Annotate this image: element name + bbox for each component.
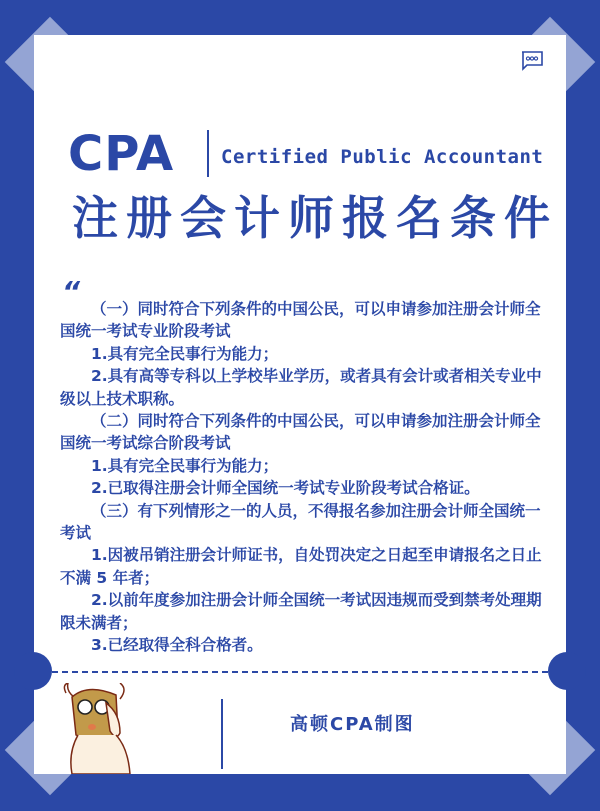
credit-text: 高顿CPA制图 bbox=[290, 714, 415, 735]
page-title: 注册会计师报名条件 bbox=[72, 191, 558, 245]
ticket-notch-right bbox=[548, 652, 586, 690]
paragraph: 1.具有完全民事行为能力； bbox=[91, 456, 279, 475]
requirements-text bbox=[60, 298, 546, 657]
paragraph: （二）同时符合下列条件的中国公民，可以申请参加注册会计师全国统一考试综合阶段考试 bbox=[60, 412, 541, 453]
cpa-logo: CPA bbox=[68, 126, 175, 182]
footer-divider bbox=[221, 699, 223, 769]
paragraph: 2.具有高等专科以上学校毕业学历，或者具有会计或者相关专业中级以上技术职称。 bbox=[60, 367, 542, 408]
bull-mascot-icon bbox=[58, 683, 140, 774]
paragraph: 1.因被吊销注册会计师证书，自处罚决定之日起至申请报名之日止不满 5 年者； bbox=[60, 546, 542, 587]
ticket-notch-left bbox=[14, 652, 52, 690]
chat-bubble-icon bbox=[521, 51, 543, 71]
paragraph: 1.具有完全民事行为能力； bbox=[91, 344, 279, 363]
cpa-subtitle: Certified Public Accountant bbox=[221, 146, 544, 168]
paragraph: 3.已经取得全科合格者。 bbox=[91, 636, 263, 655]
paragraph: （一）同时符合下列条件的中国公民，可以申请参加注册会计师全国统一考试专业阶段考试 bbox=[60, 300, 541, 341]
paragraph: 2.以前年度参加注册会计师全国统一考试因违规而受到禁考处理期限未满者； bbox=[60, 591, 542, 632]
paragraph: 2.已取得注册会计师全国统一考试专业阶段考试合格证。 bbox=[91, 479, 480, 498]
paragraph: （三）有下列情形之一的人员，不得报名参加注册会计师全国统一考试 bbox=[60, 501, 541, 543]
header-divider bbox=[207, 130, 209, 177]
quote-mark-icon: “ bbox=[62, 275, 81, 308]
ticket-perforation bbox=[52, 671, 548, 673]
